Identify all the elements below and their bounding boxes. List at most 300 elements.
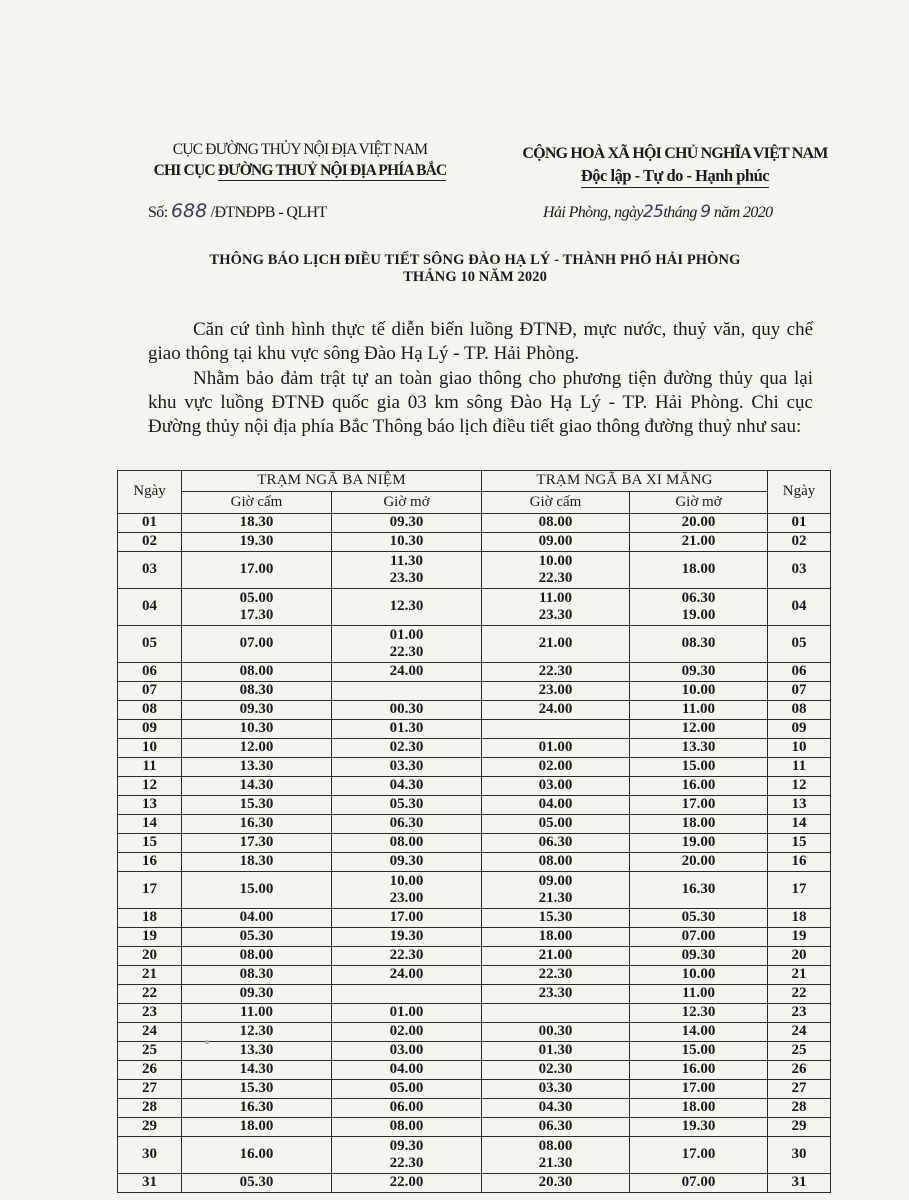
- s2-open-cell: [630, 966, 768, 985]
- time-value: 05.30: [681, 909, 716, 926]
- time-value: 08.00: [239, 947, 274, 964]
- time-value: 09.30: [389, 853, 424, 870]
- s2-closed-cell: [482, 1099, 630, 1118]
- time-value: 15.00: [681, 1042, 716, 1059]
- s2-open-cell: [630, 796, 768, 815]
- s1-closed-cell: [182, 872, 332, 909]
- s1-closed-cell: [182, 514, 332, 533]
- time-value: 05.30: [239, 928, 274, 945]
- day-cell-right: 04: [768, 589, 831, 626]
- time-value: 09.30: [681, 947, 716, 964]
- time-value: 12.00: [239, 739, 274, 756]
- table-row: [118, 834, 831, 853]
- issuing-agency-block: [120, 140, 480, 182]
- time-value: 19.30: [389, 928, 424, 945]
- s1-closed-cell: [182, 533, 332, 552]
- time-value: 11.00: [682, 701, 715, 718]
- time-value: 01.00: [538, 739, 573, 756]
- time-value: 15.00: [681, 758, 716, 775]
- time-value: 16.30: [239, 815, 274, 832]
- time-value: 19.30: [681, 1118, 716, 1135]
- s1-open-cell: [332, 514, 482, 533]
- time-value: 05.00: [389, 1080, 424, 1097]
- s1-open-cell: [332, 966, 482, 985]
- s1-closed-cell: [182, 834, 332, 853]
- time-value: 07.00: [239, 635, 274, 652]
- s2-open-cell: [630, 758, 768, 777]
- s1-closed-cell: [182, 1080, 332, 1099]
- national-heading-block: [500, 143, 850, 188]
- table-header-row-1: [118, 471, 831, 492]
- schedule-body: [118, 514, 831, 1193]
- time-value: 08.00: [389, 834, 424, 851]
- time-value: 08.00: [538, 1137, 573, 1154]
- s2-closed-cell: [482, 947, 630, 966]
- s2-closed-cell: [482, 815, 630, 834]
- s2-open-header: Giờ mở: [630, 492, 768, 514]
- s2-closed-cell: [482, 1004, 630, 1023]
- time-value: 22.30: [538, 966, 573, 983]
- s1-open-cell: [332, 947, 482, 966]
- time-value: 21.00: [538, 635, 573, 652]
- s1-closed-cell: [182, 682, 332, 701]
- time-value: 09.30: [239, 701, 274, 718]
- time-value: 23.30: [538, 985, 573, 1002]
- day-cell-right: 20: [768, 947, 831, 966]
- time-value: 17.00: [681, 1080, 716, 1097]
- s2-closed-cell: [482, 834, 630, 853]
- time-value: 22.30: [538, 663, 573, 680]
- day-cell-left: 14: [118, 815, 182, 834]
- s1-closed-cell: [182, 1061, 332, 1080]
- s1-open-cell: [332, 1042, 482, 1061]
- doc-number-label: Số:: [148, 204, 168, 221]
- station-2-header: TRẠM NGÃ BA XI MĂNG: [482, 471, 768, 492]
- s1-open-cell: [332, 758, 482, 777]
- table-row: [118, 1118, 831, 1137]
- s2-open-cell: [630, 1080, 768, 1099]
- table-row: [118, 1004, 831, 1023]
- s1-closed-cell: [182, 739, 332, 758]
- s1-open-cell: [332, 1080, 482, 1099]
- s2-open-cell: [630, 1061, 768, 1080]
- time-value: 07.00: [681, 1174, 716, 1191]
- s2-open-cell: [630, 739, 768, 758]
- time-value: 09.30: [389, 1137, 424, 1154]
- time-value: 10.00: [389, 872, 424, 889]
- day-header-left: Ngày: [118, 471, 182, 514]
- day-cell-left: 17: [118, 872, 182, 909]
- time-value: 01.30: [389, 720, 424, 737]
- s2-open-cell: [630, 947, 768, 966]
- time-value: 18.30: [239, 514, 274, 531]
- time-value: 03.00: [538, 777, 573, 794]
- s1-closed-cell: [182, 1004, 332, 1023]
- time-value: 01.00: [389, 1004, 424, 1021]
- month-label: tháng: [663, 204, 697, 221]
- day-cell-left: 09: [118, 720, 182, 739]
- day-cell-right: 08: [768, 701, 831, 720]
- day-cell-left: 15: [118, 834, 182, 853]
- day-cell-right: 12: [768, 777, 831, 796]
- s2-open-cell: [630, 589, 768, 626]
- s1-closed-cell: [182, 985, 332, 1004]
- s2-open-cell: [630, 909, 768, 928]
- day-cell-right: 11: [768, 758, 831, 777]
- s2-closed-cell: [482, 796, 630, 815]
- time-value: 15.30: [239, 796, 274, 813]
- time-value: 23.00: [538, 682, 573, 699]
- time-value: 11.00: [682, 985, 715, 1002]
- time-value: 04.30: [538, 1099, 573, 1116]
- day-cell-left: 26: [118, 1061, 182, 1080]
- time-value: 17.30: [239, 834, 274, 851]
- day-cell-right: 31: [768, 1174, 831, 1193]
- s1-closed-cell: [182, 552, 332, 589]
- paragraph-basis: Căn cứ tình hình thực tế diễn biến luồng ĐTNĐ, mực nước, thuỷ văn, quy chế giao thông tại khu vực sông Đào Hạ Lý - TP. Hải Phòng.: [148, 319, 813, 364]
- table-row: [118, 1080, 831, 1099]
- s1-open-cell: [332, 1118, 482, 1137]
- s2-closed-cell: [482, 985, 630, 1004]
- time-value: 04.00: [239, 909, 274, 926]
- s1-closed-cell: [182, 777, 332, 796]
- time-value: 24.00: [538, 701, 573, 718]
- time-value: 13.30: [681, 739, 716, 756]
- s2-open-cell: [630, 928, 768, 947]
- paragraph-purpose: Nhằm bảo đảm trật tự an toàn giao thông cho phương tiện đường thủy qua lại khu vực luồng ĐTNĐ quốc gia 03 km sông Đào Hạ Lý - TP. Hải Phòng. Chi cục Đường thủy nội địa phía Bắc Thông báo lịch điều tiết giao thông đường thuỷ như sau:: [148, 368, 813, 437]
- s2-closed-cell: [482, 1137, 630, 1174]
- table-row: [118, 1099, 831, 1118]
- time-value: 02.00: [389, 1023, 424, 1040]
- s2-open-cell: [630, 701, 768, 720]
- s1-closed-cell: [182, 1042, 332, 1061]
- schedule-table: [117, 470, 831, 1193]
- s1-open-cell: [332, 928, 482, 947]
- table-header-row-2: [118, 492, 831, 514]
- time-value: 16.00: [681, 777, 716, 794]
- time-value: 05.30: [239, 1174, 274, 1191]
- day-cell-left: 12: [118, 777, 182, 796]
- s2-closed-cell: [482, 663, 630, 682]
- table-row: [118, 739, 831, 758]
- s2-open-cell: [630, 663, 768, 682]
- day-cell-left: 06: [118, 663, 182, 682]
- table-row: [118, 663, 831, 682]
- table-row: [118, 872, 831, 909]
- parent-agency-name: CỤC ĐƯỜNG THỦY NỘI ĐỊA VIỆT NAM: [172, 141, 428, 158]
- time-value: 22.30: [389, 644, 424, 660]
- time-value: 10.30: [389, 533, 424, 550]
- time-value: 01.30: [538, 1042, 573, 1059]
- doc-number-suffix: /ĐTNĐPB - QLHT: [210, 204, 327, 221]
- place-label: Hải Phòng, ngày: [543, 204, 643, 221]
- time-value: 24.00: [389, 663, 424, 680]
- s2-open-cell: [630, 777, 768, 796]
- time-value: 15.00: [239, 881, 274, 898]
- day-cell-right: 27: [768, 1080, 831, 1099]
- table-row: [118, 815, 831, 834]
- s2-open-cell: [630, 1118, 768, 1137]
- time-value: 02.30: [538, 1061, 573, 1078]
- s2-open-cell: [630, 872, 768, 909]
- table-row: [118, 682, 831, 701]
- day-cell-left: 16: [118, 853, 182, 872]
- s2-closed-cell: [482, 1118, 630, 1137]
- time-value: 10.00: [538, 552, 573, 569]
- time-value: 08.00: [239, 663, 274, 680]
- time-value: 20.30: [538, 1174, 573, 1191]
- s2-closed-cell: [482, 682, 630, 701]
- s1-open-cell: [332, 796, 482, 815]
- day-cell-right: 01: [768, 514, 831, 533]
- day-cell-right: 29: [768, 1118, 831, 1137]
- time-value: 20.00: [681, 514, 716, 531]
- day-cell-left: 05: [118, 626, 182, 663]
- time-value: 05.00: [538, 815, 573, 832]
- time-value: 17.30: [239, 607, 274, 623]
- time-value: 15.30: [538, 909, 573, 926]
- time-value: 22.00: [389, 1174, 424, 1191]
- time-value: 00.30: [389, 701, 424, 718]
- table-row: [118, 947, 831, 966]
- time-value: 17.00: [389, 909, 424, 926]
- table-row: [118, 853, 831, 872]
- day-cell-right: 21: [768, 966, 831, 985]
- time-value: 14.30: [239, 777, 274, 794]
- s1-closed-cell: [182, 663, 332, 682]
- time-value: 09.30: [389, 514, 424, 531]
- time-value: 20.00: [681, 853, 716, 870]
- day-cell-right: 19: [768, 928, 831, 947]
- s1-open-cell: [332, 1174, 482, 1193]
- day-cell-left: 31: [118, 1174, 182, 1193]
- day-cell-left: 10: [118, 739, 182, 758]
- s1-open-cell: [332, 682, 482, 701]
- day-cell-left: 24: [118, 1023, 182, 1042]
- s2-open-cell: [630, 815, 768, 834]
- s2-closed-cell: [482, 720, 630, 739]
- s2-closed-cell: [482, 701, 630, 720]
- time-value: 10.00: [681, 682, 716, 699]
- time-value: 09.00: [538, 872, 573, 889]
- time-value: 22.30: [389, 947, 424, 964]
- place-and-date: [543, 202, 773, 222]
- s1-open-cell: [332, 777, 482, 796]
- time-value: 08.00: [538, 514, 573, 531]
- day-cell-left: 23: [118, 1004, 182, 1023]
- national-motto: Độc lập - Tự do - Hạnh phúc: [581, 165, 769, 188]
- title-line-1: THÔNG BÁO LỊCH ĐIỀU TIẾT SÔNG ĐÀO HẠ LÝ - THÀNH PHỐ HẢI PHÒNG: [209, 252, 741, 268]
- table-row: [118, 1174, 831, 1193]
- time-value: 02.00: [538, 758, 573, 775]
- time-value: 04.00: [389, 1061, 424, 1078]
- time-value: 06.30: [538, 1118, 573, 1135]
- time-value: 21.00: [681, 533, 716, 550]
- time-value: 12.30: [681, 1004, 716, 1021]
- s1-closed-cell: [182, 1118, 332, 1137]
- s2-closed-cell: [482, 1080, 630, 1099]
- s1-closed-cell: [182, 928, 332, 947]
- time-value: 19.00: [681, 834, 716, 851]
- day-cell-right: 17: [768, 872, 831, 909]
- time-value: 07.00: [681, 928, 716, 945]
- s2-open-cell: [630, 1023, 768, 1042]
- time-value: 03.30: [538, 1080, 573, 1097]
- day-cell-right: 07: [768, 682, 831, 701]
- time-value: 01.00: [389, 626, 424, 643]
- day-cell-left: 01: [118, 514, 182, 533]
- s1-closed-cell: [182, 701, 332, 720]
- s2-open-cell: [630, 682, 768, 701]
- s1-open-cell: [332, 552, 482, 589]
- time-value: 18.00: [239, 1118, 274, 1135]
- time-value: 17.00: [681, 1146, 716, 1163]
- s2-closed-cell: [482, 739, 630, 758]
- time-value: 18.00: [681, 561, 716, 578]
- time-value: 13.30: [239, 1042, 274, 1059]
- s2-closed-cell: [482, 777, 630, 796]
- sub-agency-prefix: CHI CỤC: [153, 162, 218, 179]
- time-value: 06.30: [389, 815, 424, 832]
- time-value: 08.00: [389, 1118, 424, 1135]
- s2-open-cell: [630, 533, 768, 552]
- time-value: 09.30: [239, 985, 274, 1002]
- day-cell-left: 27: [118, 1080, 182, 1099]
- s2-closed-cell: [482, 1174, 630, 1193]
- day-cell-left: 30: [118, 1137, 182, 1174]
- time-value: 03.30: [389, 758, 424, 775]
- day-cell-right: 14: [768, 815, 831, 834]
- day-cell-right: 23: [768, 1004, 831, 1023]
- s2-open-cell: [630, 1042, 768, 1061]
- s1-open-cell: [332, 853, 482, 872]
- s2-closed-cell: [482, 552, 630, 589]
- time-value: 11.30: [390, 552, 423, 569]
- day-cell-right: 05: [768, 626, 831, 663]
- table-row: [118, 626, 831, 663]
- table-row: [118, 758, 831, 777]
- time-value: 18.00: [681, 815, 716, 832]
- s2-closed-cell: [482, 1023, 630, 1042]
- s1-open-cell: [332, 626, 482, 663]
- s1-closed-cell: [182, 815, 332, 834]
- day-cell-right: 18: [768, 909, 831, 928]
- s1-closed-cell: [182, 1137, 332, 1174]
- time-value: 08.30: [239, 966, 274, 983]
- day-cell-left: 25: [118, 1042, 182, 1061]
- time-value: 16.30: [681, 881, 716, 898]
- table-row: [118, 985, 831, 1004]
- time-value: 06.00: [389, 1099, 424, 1116]
- s1-open-cell: [332, 985, 482, 1004]
- time-value: 19.30: [239, 533, 274, 550]
- s2-closed-cell: [482, 928, 630, 947]
- time-value: 05.30: [389, 796, 424, 813]
- time-value: 21.30: [538, 890, 573, 906]
- day-cell-left: 19: [118, 928, 182, 947]
- s1-open-cell: [332, 815, 482, 834]
- s1-open-header: Giờ mở: [332, 492, 482, 514]
- time-value: 22.30: [389, 1155, 424, 1171]
- time-value: 16.00: [681, 1061, 716, 1078]
- s1-closed-cell: [182, 720, 332, 739]
- time-value: 02.30: [389, 739, 424, 756]
- day-cell-left: 04: [118, 589, 182, 626]
- time-value: 15.30: [239, 1080, 274, 1097]
- s2-closed-header: Giờ cấm: [482, 492, 630, 514]
- s2-closed-cell: [482, 872, 630, 909]
- s1-open-cell: [332, 872, 482, 909]
- s2-closed-cell: [482, 514, 630, 533]
- s2-closed-cell: [482, 909, 630, 928]
- nation-name: CỘNG HOÀ XÃ HỘI CHỦ NGHĨA VIỆT NAM: [522, 145, 828, 162]
- station-1-header: TRẠM NGÃ BA NIỆM: [182, 471, 482, 492]
- time-value: 09.00: [538, 533, 573, 550]
- s2-open-cell: [630, 1004, 768, 1023]
- time-value: 16.00: [239, 1146, 274, 1163]
- day-cell-left: 22: [118, 985, 182, 1004]
- time-value: 11.00: [539, 589, 572, 606]
- day-cell-right: 03: [768, 552, 831, 589]
- day-cell-left: 29: [118, 1118, 182, 1137]
- s1-open-cell: [332, 663, 482, 682]
- s2-closed-cell: [482, 758, 630, 777]
- table-row: [118, 909, 831, 928]
- day-cell-left: 18: [118, 909, 182, 928]
- time-value: 18.30: [239, 853, 274, 870]
- day-cell-left: 07: [118, 682, 182, 701]
- s1-closed-cell: [182, 947, 332, 966]
- table-row: [118, 720, 831, 739]
- time-value: 08.30: [239, 682, 274, 699]
- time-value: 17.00: [681, 796, 716, 813]
- year-label: năm 2020: [713, 204, 773, 221]
- document-title: [130, 252, 820, 286]
- s1-open-cell: [332, 701, 482, 720]
- time-value: 14.30: [239, 1061, 274, 1078]
- table-row: [118, 701, 831, 720]
- day-cell-left: 08: [118, 701, 182, 720]
- time-value: 03.00: [389, 1042, 424, 1059]
- day-cell-left: 03: [118, 552, 182, 589]
- table-row: [118, 552, 831, 589]
- sub-agency-name: [120, 160, 480, 182]
- table-row: [118, 777, 831, 796]
- s2-closed-cell: [482, 533, 630, 552]
- time-value: 22.30: [538, 570, 573, 586]
- time-value: 04.00: [538, 796, 573, 813]
- date-day-handwritten: 25: [642, 202, 664, 222]
- s1-closed-cell: [182, 853, 332, 872]
- time-value: 16.30: [239, 1099, 274, 1116]
- day-cell-right: 25: [768, 1042, 831, 1061]
- s1-closed-cell: [182, 589, 332, 626]
- s1-open-cell: [332, 739, 482, 758]
- s1-closed-cell: [182, 1174, 332, 1193]
- s1-open-cell: [332, 1099, 482, 1118]
- day-header-right: Ngày: [768, 471, 831, 514]
- scan-speck: [205, 1040, 209, 1044]
- table-row: [118, 1137, 831, 1174]
- s2-open-cell: [630, 853, 768, 872]
- table-row: [118, 1042, 831, 1061]
- time-value: 14.00: [681, 1023, 716, 1040]
- s1-closed-cell: [182, 909, 332, 928]
- table-row: [118, 966, 831, 985]
- day-cell-left: 13: [118, 796, 182, 815]
- day-cell-left: 21: [118, 966, 182, 985]
- s2-open-cell: [630, 985, 768, 1004]
